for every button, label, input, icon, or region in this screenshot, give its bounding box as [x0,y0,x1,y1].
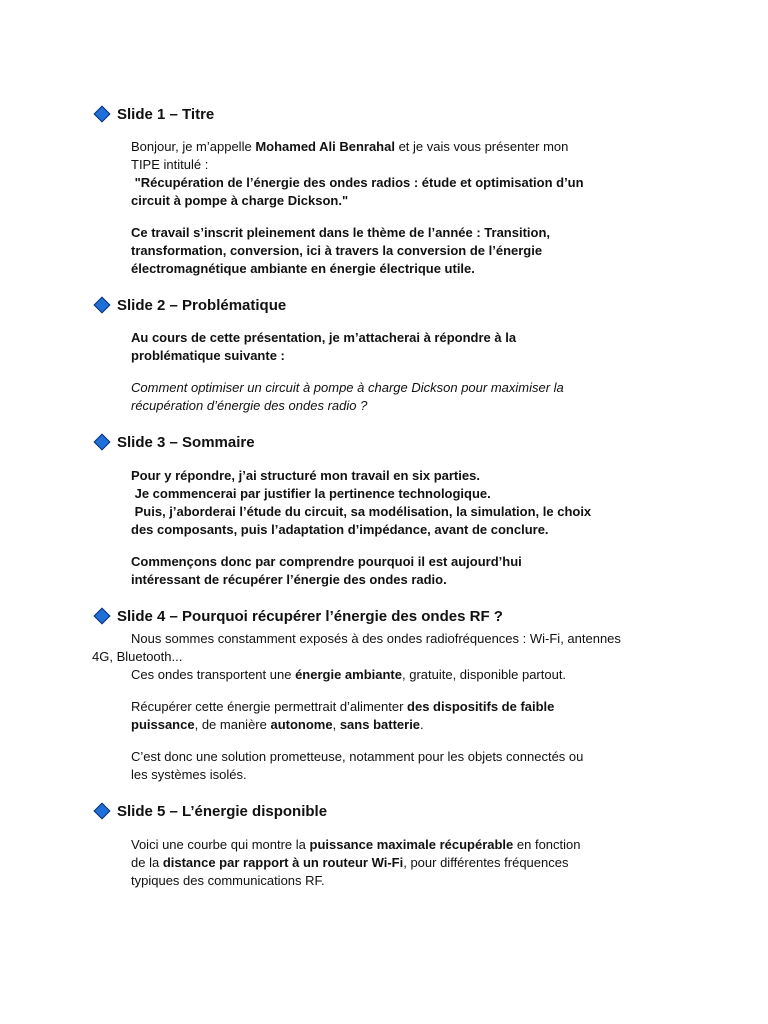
slide-4-para2-line2: puissance, de manière autonome, sans batterie. [131,717,424,732]
slide-2-para-line1: Au cours de cette présentation, je m’attacherai à répondre à la [131,330,517,345]
slide-4-line2: 4G, Bluetooth... [92,649,183,664]
slide-4-line3: Ces ondes transportent une énergie ambiante, gratuite, disponible partout. [131,667,567,682]
slide-3-transition-line1: Commençons donc par comprendre pourquoi il est aujourd’hui [131,554,522,569]
slide-1-heading: Slide 1 – Titre [94,104,214,124]
diamond-bullet-icon [94,297,111,314]
slide-1-tipe-title-line1: "Récupération de l’énergie des ondes radios : étude et optimisation d’un [131,175,584,190]
slide-4-heading: Slide 4 – Pourquoi récupérer l’énergie des ondes RF ? [94,606,503,626]
slide-5-heading: Slide 5 – L’énergie disponible [94,801,327,821]
slide-4-para3-line2: les systèmes isolés. [131,767,247,782]
slide-5-line1: Voici une courbe qui montre la puissance maximale récupérable en fonction [131,837,581,852]
slide-3-plan-line4: des composants, puis l’adaptation d’impédance, avant de conclure. [131,522,549,537]
diamond-bullet-icon [94,608,111,625]
slide-4-para2-line1: Récupérer cette énergie permettrait d’alimenter des dispositifs de faible [131,699,555,714]
slide-1-theme-line1: Ce travail s’inscrit pleinement dans le thème de l’année : Transition, [131,225,551,240]
slide-2-para-line2: problématique suivante : [131,348,285,363]
slide-5-line3: typiques des communications RF. [131,873,325,888]
diamond-bullet-icon [94,106,111,123]
slide-5-line2: de la distance par rapport à un routeur Wi-Fi, pour différentes fréquences [131,855,569,870]
slide-1-intro: Bonjour, je m’appelle Mohamed Ali Benrahal et je vais vous présenter mon [131,139,569,154]
slide-2-question-line1: Comment optimiser un circuit à pompe à charge Dickson pour maximiser la [131,380,564,395]
slide-1-intro-line2: TIPE intitulé : [131,157,209,172]
slide-3-plan-line3: Puis, j’aborderai l’étude du circuit, sa modélisation, la simulation, le choix [131,504,592,519]
slide-3-plan-line2: Je commencerai par justifier la pertinence technologique. [131,486,491,501]
slide-1-theme-line3: électromagnétique ambiante en énergie électrique utile. [131,261,475,276]
slide-4-para3-line1: C’est donc une solution prometteuse, notamment pour les objets connectés ou [131,749,584,764]
slide-3-heading: Slide 3 – Sommaire [94,432,255,452]
diamond-bullet-icon [94,434,111,451]
slide-3-transition-line2: intéressant de récupérer l’énergie des ondes radio. [131,572,447,587]
slide-2-heading: Slide 2 – Problématique [94,295,286,315]
slide-1-tipe-title-line2: circuit à pompe à charge Dickson." [131,193,349,208]
diamond-bullet-icon [94,803,111,820]
slide-2-question-line2: récupération d’énergie des ondes radio ? [131,398,368,413]
slide-4-line1: Nous sommes constamment exposés à des ondes radiofréquences : Wi-Fi, antennes [131,631,621,646]
slide-3-plan-line1: Pour y répondre, j’ai structuré mon travail en six parties. [131,468,480,483]
slide-1-theme-line2: transformation, conversion, ici à travers la conversion de l’énergie [131,243,543,258]
